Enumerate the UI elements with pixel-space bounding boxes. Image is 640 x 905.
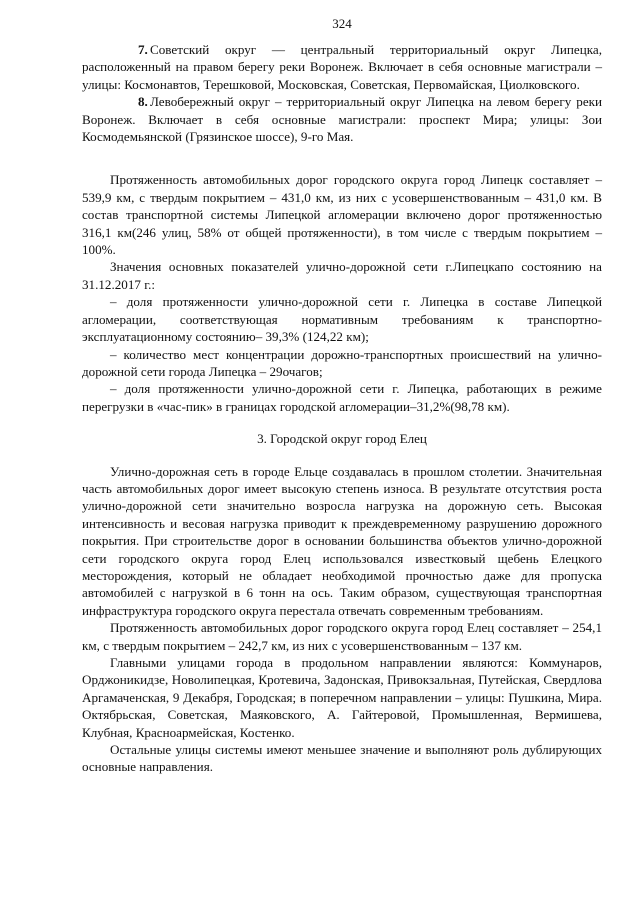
page-number: 324: [332, 16, 352, 31]
paragraph-indicator-accidents: – количество мест концентрации дорожно-транспортных происшествий на улично-дорожной сети города Липецка – 29очагов;: [82, 346, 602, 379]
spacer: [82, 448, 602, 463]
item-text: Советский округ — центральный территориальный округ Липецка, расположенный на правом берегу реки Воронеж. Включает в себя основные магистрали – улицы: Космонавтов, Терешковой, Московская, Советская, Первомайская, Циолковского.: [82, 42, 602, 92]
paragraph-yelets-length: Протяженность автомобильных дорог городского округа город Елец составляет – 254,1 км, с твердым покрытием – 242,7 км, из них с усовершенствованным – 137 км.: [82, 620, 602, 653]
paragraph-yelets-network: Улично-дорожная сеть в городе Ельце создавалась в прошлом столетии. Значительная часть автомобильных дорог имеет высокую степень износа. В результате отсутствия роста улично-дорожной сети значительно возросла нагрузка на дорожную сеть. Высокая интенсивность и весовая нагрузка приводит к преждевременному разрушению дорожного покрытия. При строительстве дорог в основании большинства объектов улично-дорожной сети городского округа город Елец использовался известковый щебень Елецкого месторождения, который не обладает необходимой прочностью даже для пропуска автомобилей с нагрузкой в 6 тонн на ось. Таким образом, существующая транспортная инфраструктура городского округа перестала отвечать современным требованиям.: [82, 463, 602, 618]
spacer: [82, 415, 602, 430]
paragraph-indicator-share: – доля протяженности улично-дорожной сети г. Липецка в составе Липецкой агломерации, соответствующая нормативным требованиям к транспортно-эксплуатационному состоянию– 39,3% (124,22 км);: [82, 294, 602, 345]
list-item-sovetsky: [82, 41, 602, 93]
section-heading: 3. Городской округ город Елец: [257, 431, 427, 447]
paragraph-lipetsk-length: Протяженность автомобильных дорог городского округа город Липецк составляет – 539,9 км, с твердым покрытием – 431,0 км, из них с усовершенствованным – 431,0 км. В состав транспортной системы Липецкой агломерации включено дорог протяженностью 316,1 км(246 улиц, 58% от общей протяженности), в том числе с твердым покрытием – 100%.: [82, 172, 602, 258]
list-item-levoberezhny: [82, 93, 602, 145]
paragraph-indicator-overload: – доля протяженности улично-дорожной сети г. Липецка, работающих в режиме перегрузки в «час-пик» в границах городской агломерации–31,2%(98,78 км).: [82, 381, 602, 414]
item-text: Левобережный округ – территориальный округ Липецка на левом берегу реки Воронеж. Включает в себя основные магистрали: проспект Мира; улицы: Зои Космодемьянской (Грязинское шоссе), 9-го Мая.: [82, 94, 602, 145]
spacer: [82, 145, 602, 171]
paragraph-indicators-intro: Значения основных показателей улично-дорожной сети г.Липецкапо состоянию на 31.12.2017 г.:: [82, 259, 602, 292]
item-number: 8.: [138, 94, 148, 110]
document-body: [82, 41, 602, 776]
paragraph-yelets-streets: Главными улицами города в продольном направлении являются: Коммунаров, Орджоникидзе, Новолипецкая, Кротевича, Задонская, Привокзальная, Путейская, Свердлова Аргамаченская, 9 Декабря, Городская; в поперечном направлении – улицы: Пушкина, Мира. Октябрьская, Советская, Маяковского, А. Гайтеровой, Промышленная, Вермишева, Клубная, Красноармейская, Костенко.: [82, 655, 602, 740]
item-number: 7.: [138, 42, 148, 57]
paragraph-yelets-other: Остальные улицы системы имеют меньшее значение и выполняют роль дублирующих основные направления.: [82, 742, 602, 775]
